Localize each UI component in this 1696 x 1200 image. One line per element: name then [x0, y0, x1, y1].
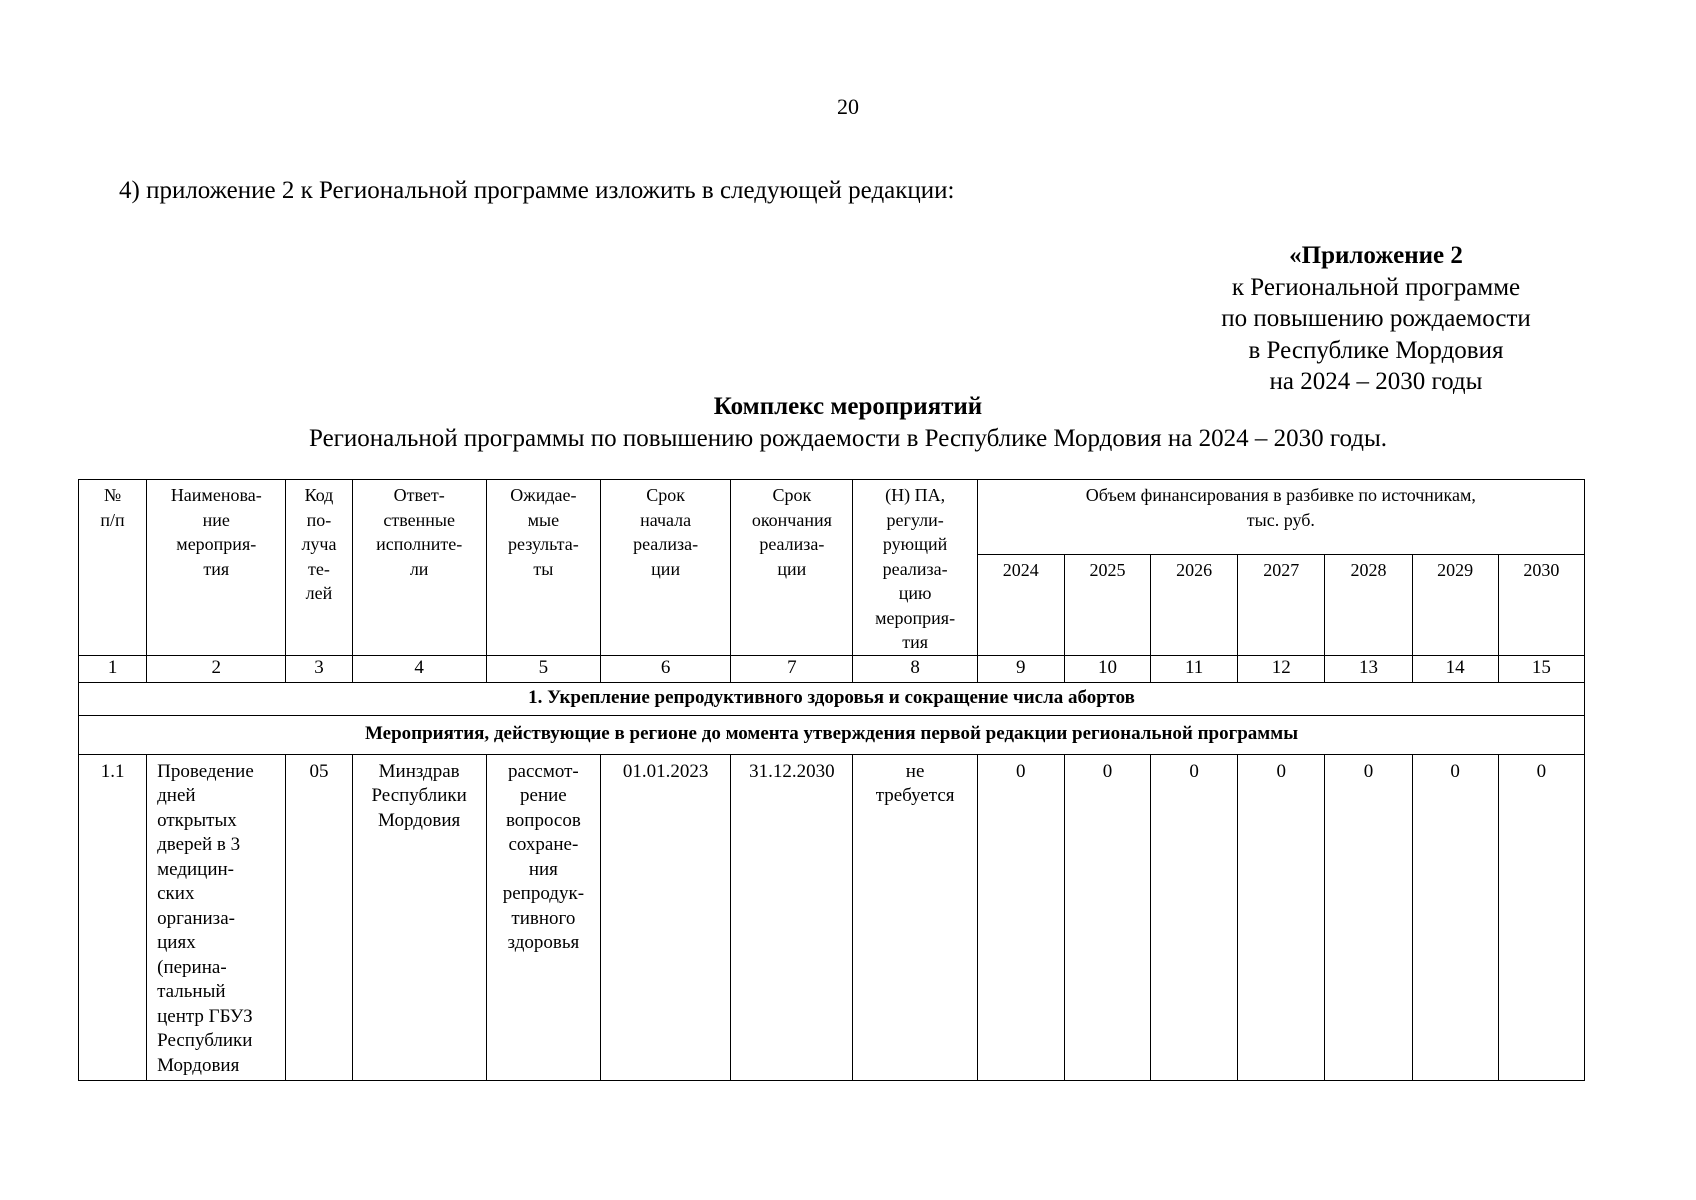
header-end-date: Срок окончания реализа- ции [731, 480, 853, 656]
header-code: Код по- луча те- лей [286, 480, 352, 656]
header-responsible: Ответ- ственные исполните- ли [352, 480, 486, 656]
row-code: 05 [286, 754, 352, 1080]
header-year: 2025 [1064, 554, 1150, 655]
row-name: Проведение дней открытых дверей в 3 медицин- ских организа- циях (перина- тальный центр ГБУЗ Республики Мордовия [147, 754, 286, 1080]
row-regulation: не требуется [853, 754, 977, 1080]
column-number: 5 [486, 655, 600, 682]
row-value: 0 [1238, 754, 1325, 1080]
row-responsible: Минздрав Республики Мордовия [352, 754, 486, 1080]
column-number: 3 [286, 655, 352, 682]
appendix-heading [1196, 240, 1556, 398]
row-value: 0 [1151, 754, 1238, 1080]
header-start-date: Срок начала реализа- ции [601, 480, 731, 656]
table-row [79, 754, 1585, 1080]
row-value: 0 [977, 754, 1064, 1080]
row-value: 0 [1325, 754, 1412, 1080]
column-number-row [79, 655, 1585, 682]
intro-text: 4) приложение 2 к Региональной программе изложить в следующей редакции: [119, 177, 955, 204]
row-expected-result: рассмот- рение вопросов сохране- ния репродук- тивного здоровья [486, 754, 600, 1080]
column-number: 9 [977, 655, 1064, 682]
activities-table [78, 479, 1585, 1081]
header-funding: Объем финансирования в разбивке по источникам, тыс. руб. [977, 480, 1584, 555]
row-start-date: 01.01.2023 [601, 754, 731, 1080]
header-expected-results: Ожидае- мые результа- ты [486, 480, 600, 656]
document-title: Комплекс мероприятий [713, 393, 983, 420]
column-number: 15 [1498, 655, 1584, 682]
header-year: 2026 [1151, 554, 1238, 655]
header-row [79, 480, 1585, 555]
header-num: № п/п [79, 480, 147, 656]
column-number: 11 [1151, 655, 1238, 682]
column-number: 1 [79, 655, 147, 682]
column-number: 13 [1325, 655, 1412, 682]
header-year: 2030 [1498, 554, 1584, 655]
column-number: 8 [853, 655, 977, 682]
row-value: 0 [1498, 754, 1584, 1080]
header-year: 2029 [1412, 554, 1498, 655]
appendix-line: в Республике Мордовия [1248, 336, 1504, 364]
subsection-row [79, 715, 1585, 754]
section-title: 1. Укрепление репродуктивного здоровья и сокращение числа абортов [79, 682, 1585, 715]
column-number: 12 [1238, 655, 1325, 682]
header-year: 2028 [1325, 554, 1412, 655]
column-number: 6 [601, 655, 731, 682]
column-number: 7 [731, 655, 853, 682]
subsection-title: Мероприятия, действующие в регионе до момента утверждения первой редакции региональной программы [79, 715, 1585, 754]
appendix-line: на 2024 – 2030 годы [1269, 368, 1483, 395]
appendix-line: к Региональной программе [1231, 273, 1521, 301]
row-value: 0 [1412, 754, 1498, 1080]
appendix-line: по повышению рождаемости [1221, 305, 1531, 332]
column-number: 14 [1412, 655, 1498, 682]
appendix-line: «Приложение 2 [1289, 242, 1463, 269]
section-row [79, 682, 1585, 715]
row-end-date: 31.12.2030 [731, 754, 853, 1080]
row-value: 0 [1064, 754, 1150, 1080]
header-regulation: (Н) ПА, регули- рующий реализа- цию мероприя- тия [853, 480, 977, 656]
document-subtitle: Региональной программы по повышению рождаемости в Республике Мордовия на 2024 – 2030 годы. [309, 425, 1387, 452]
page-number: 20 [837, 94, 859, 119]
header-name: Наименова- ние мероприя- тия [147, 480, 286, 656]
column-number: 10 [1064, 655, 1150, 682]
header-year: 2024 [977, 554, 1064, 655]
row-num: 1.1 [79, 754, 147, 1080]
header-year: 2027 [1238, 554, 1325, 655]
column-number: 2 [147, 655, 286, 682]
column-number: 4 [352, 655, 486, 682]
